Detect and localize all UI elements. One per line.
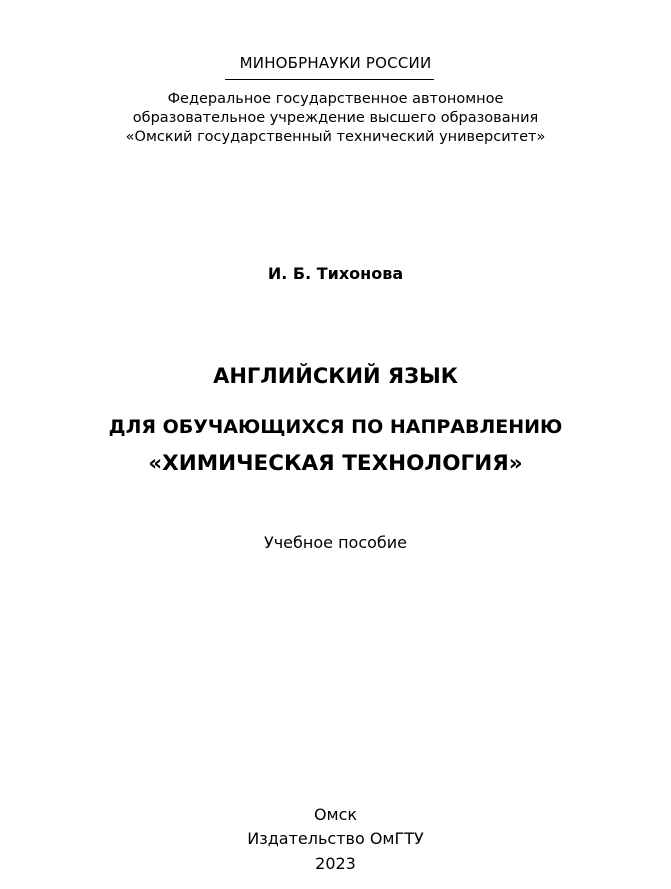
organization-line-3: «Омский государственный технический университет» — [125, 129, 546, 145]
book-title-line-2: ДЛЯ ОБУЧАЮЩИХСЯ ПО НАПРАВЛЕНИЮ — [108, 416, 563, 438]
author-name: И. Б. Тихонова — [267, 264, 404, 283]
book-title-line-1: АНГЛИЙСКИЙ ЯЗЫК — [213, 364, 458, 388]
ministry-underline — [225, 79, 434, 80]
organization-line-2: образовательное учреждение высшего образования — [132, 110, 539, 126]
imprint-year: 2023 — [315, 854, 356, 873]
organization-line-1: Федеральное государственное автономное — [167, 91, 504, 107]
imprint-city: Омск — [313, 805, 358, 824]
book-type: Учебное пособие — [263, 533, 408, 552]
imprint-publisher: Издательство ОмГТУ — [247, 829, 424, 848]
book-title-line-3: «ХИМИЧЕСКАЯ ТЕХНОЛОГИЯ» — [148, 451, 523, 476]
ministry-name: МИНОБРНАУКИ РОССИИ — [239, 54, 432, 72]
